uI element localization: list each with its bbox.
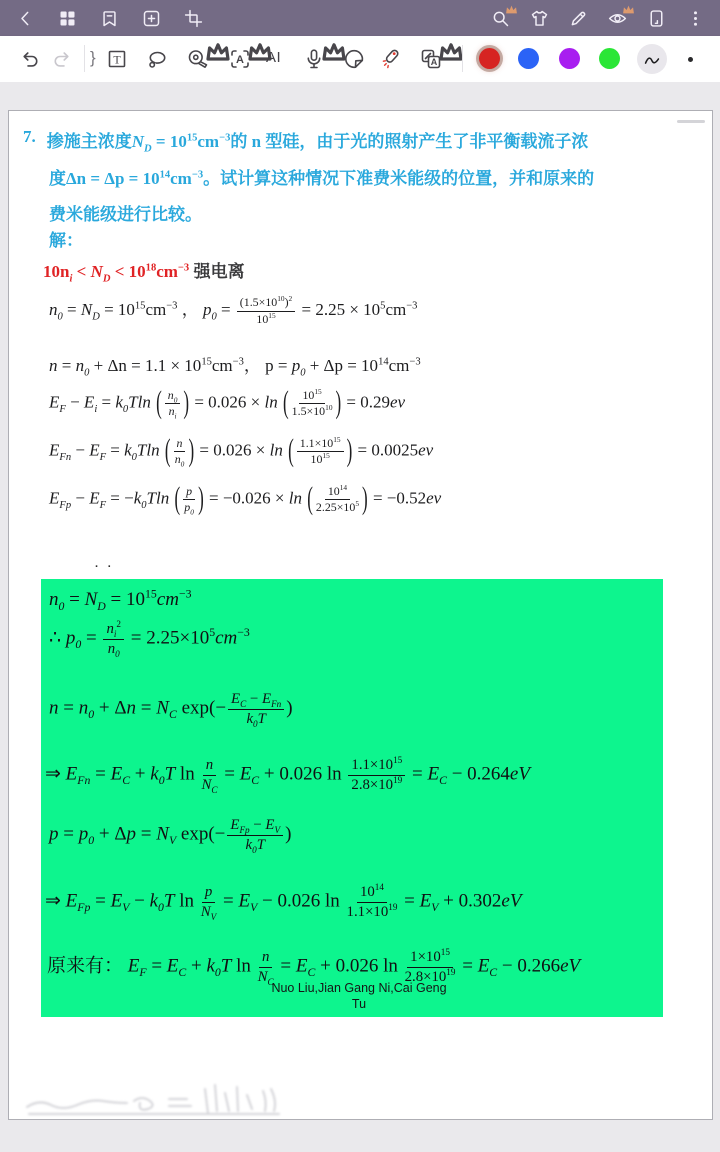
- premium-crown-icon: [505, 1, 518, 11]
- undo-button[interactable]: [16, 45, 44, 73]
- svg-text:T: T: [113, 52, 121, 67]
- search-icon[interactable]: [489, 7, 511, 29]
- equation-n0-p0: $n_0 = N_D = 10^{15}cm^{-3}$ ， $p_0$ = $\frac{(1.5\times 10^{10})^2}{10^{15}}$ = $2.25 \times 10^5cm^{-3}$: [49, 294, 418, 326]
- text-tool-button[interactable]: [103, 45, 131, 73]
- watermark-tu: Tu: [351, 996, 367, 1011]
- ai-assistant-button[interactable]: AI: [266, 49, 282, 66]
- color-swatch-blue[interactable]: [518, 48, 539, 69]
- microphone-button[interactable]: [300, 45, 328, 73]
- add-page-icon[interactable]: [140, 7, 162, 29]
- note-canvas: [0, 82, 720, 1152]
- hl-equation-p-exp: $p = p_0 + \Delta p = N_V$ exp(− $\frac{E_{Fp} - E_V}{k_0T}$ ): [49, 817, 292, 855]
- premium-crown-icon: [248, 39, 261, 49]
- toolbar-divider: [84, 45, 85, 72]
- more-menu-icon[interactable]: [684, 7, 706, 29]
- svg-text:A: A: [430, 57, 438, 68]
- partial-icon: }: [90, 48, 96, 67]
- condition-red-text: $10n_i < N_D < 10^{18}cm^{-3}$: [43, 262, 190, 285]
- premium-crown-icon: [322, 39, 335, 49]
- premium-crown-icon: [622, 1, 635, 11]
- topbar-left-group: [14, 7, 204, 29]
- stroke-style-button[interactable]: [637, 44, 667, 74]
- pen-size-dot[interactable]: [688, 57, 693, 62]
- hl-equation-efn: ⇒ $E_{Fn} = E_C + k_0T$ ln $\frac{n}{N_C}$ = $E_C + 0.026$ ln $\frac{1.1\times 10^{15}}{2.8\times 10^{19}}$ = $E_C - 0.264eV$: [45, 755, 530, 795]
- problem-number: 7.: [23, 127, 36, 146]
- note-page[interactable]: [8, 110, 713, 1120]
- lasso-tool-button[interactable]: [143, 45, 171, 73]
- grid-view-icon[interactable]: [56, 7, 78, 29]
- equation-efn-ef: $E_{Fn} - E_F = k_0Tln$ ( $\frac{n}{n_0}$ ) = 0.026 × ln ( $\frac{1.1\times 10^{15}}{10^{15}}$ ) = 0.0025ev: [49, 432, 434, 469]
- problem-statement-line1: [23, 127, 589, 155]
- page-template-icon[interactable]: [645, 7, 667, 29]
- color-swatch-green[interactable]: [599, 48, 620, 69]
- top-navigation-bar: [0, 0, 720, 36]
- editing-toolbar: [0, 36, 720, 82]
- watermark: [271, 981, 446, 1012]
- watermark-names: Nuo Liu,Jian Gang Ni,Cai Geng: [271, 981, 447, 995]
- hl-equation-efp: ⇒ $E_{Fp} = E_V - k_0T$ ln $\frac{p}{N_V}$ = $E_V - 0.026$ ln $\frac{10^{14}}{1.1\times 10^{19}}$ = $E_V + 0.302eV$: [45, 882, 522, 922]
- shirt-theme-icon[interactable]: [528, 7, 550, 29]
- back-icon[interactable]: [14, 7, 36, 29]
- topbar-right-group: [489, 7, 706, 29]
- redo-button[interactable]: [48, 45, 76, 73]
- problem-statement-line3: 费米能级进行比较。: [49, 205, 202, 224]
- color-swatch-red[interactable]: [479, 48, 500, 69]
- problem-statement-line2: 度$\Delta n = \Delta p = 10^{14}cm^{-3}$。试计算这种情况下准费米能级的位置，并和原来的: [49, 169, 595, 188]
- hl-equation-ef-original: 原来有： $E_F = E_C + k_0T$ ln $\frac{n}{N_C}$ = $E_C + 0.026$ ln $\frac{1\times 10^{15}}{2.8\times 10^{19}}$ = $E_C - 0.266eV$: [47, 947, 581, 987]
- svg-text:A: A: [236, 54, 244, 66]
- equation-efp-ef: $E_{Fp} - E_F = -k_0Tln$ ( $\frac{p}{p_0}$ ) = −0.026 × ln ( $\frac{10^{14}}{2.25\times 10^5}$ ) = −0.52ev: [49, 480, 442, 517]
- crop-icon[interactable]: [182, 7, 204, 29]
- toolbar-divider: [462, 45, 463, 72]
- tape-tool-button[interactable]: [184, 45, 212, 73]
- bookmark-icon[interactable]: [98, 7, 120, 29]
- ocr-scan-button[interactable]: [226, 45, 254, 73]
- problem-text: 掺施主浓度$N_D = 10^{15}cm^{-3}$的 n 型硅，由于光的照射产生了非平衡载流子浓: [46, 132, 589, 155]
- page-edge-artifact: [677, 120, 705, 123]
- faint-handwriting-artifact: [19, 1081, 329, 1124]
- equation-ef-ei: $E_F - E_i = k_0Tln$ ( $\frac{n_0}{n_i}$ ) = 0.026 × ln ( $\frac{10^{15}}{1.5\times 10^{10}}$ ) = 0.29ev: [49, 384, 406, 421]
- color-swatch-purple[interactable]: [559, 48, 580, 69]
- hl-equation-p0: ∴ $p_0$ = $\frac{n_i^2}{n_0}$ = $2.25\times 10^5cm^{-3}$: [49, 619, 250, 659]
- condition-suffix-text: 强电离: [193, 262, 245, 281]
- premium-crown-icon: [439, 39, 452, 49]
- eye-view-icon[interactable]: [606, 7, 628, 29]
- stray-dots-artifact: · ·: [95, 561, 115, 573]
- laser-pointer-button[interactable]: [378, 45, 406, 73]
- solution-label: 解：: [49, 231, 83, 250]
- ionization-condition-line: [43, 257, 245, 285]
- edit-pencil-icon[interactable]: [567, 7, 589, 29]
- equation-n-p: $n = n_0 + \Delta n = 1.1 \times 10^{15}cm^{-3}$， $p = p_0 + \Delta p = 10^{14}cm^{-3}$: [49, 356, 421, 379]
- hl-equation-n-exp: $n = n_0 + \Delta n = N_C$ exp(− $\frac{E_C - E_{Fn}}{k_0T}$ ): [49, 691, 293, 729]
- hl-equation-n0: $n_0 = N_D = 10^{15}cm^{-3}$: [49, 587, 192, 613]
- sticker-tool-button[interactable]: [340, 45, 368, 73]
- highlighted-solution-block: [41, 579, 663, 1017]
- premium-crown-icon: [206, 39, 219, 49]
- translate-button[interactable]: [417, 45, 445, 73]
